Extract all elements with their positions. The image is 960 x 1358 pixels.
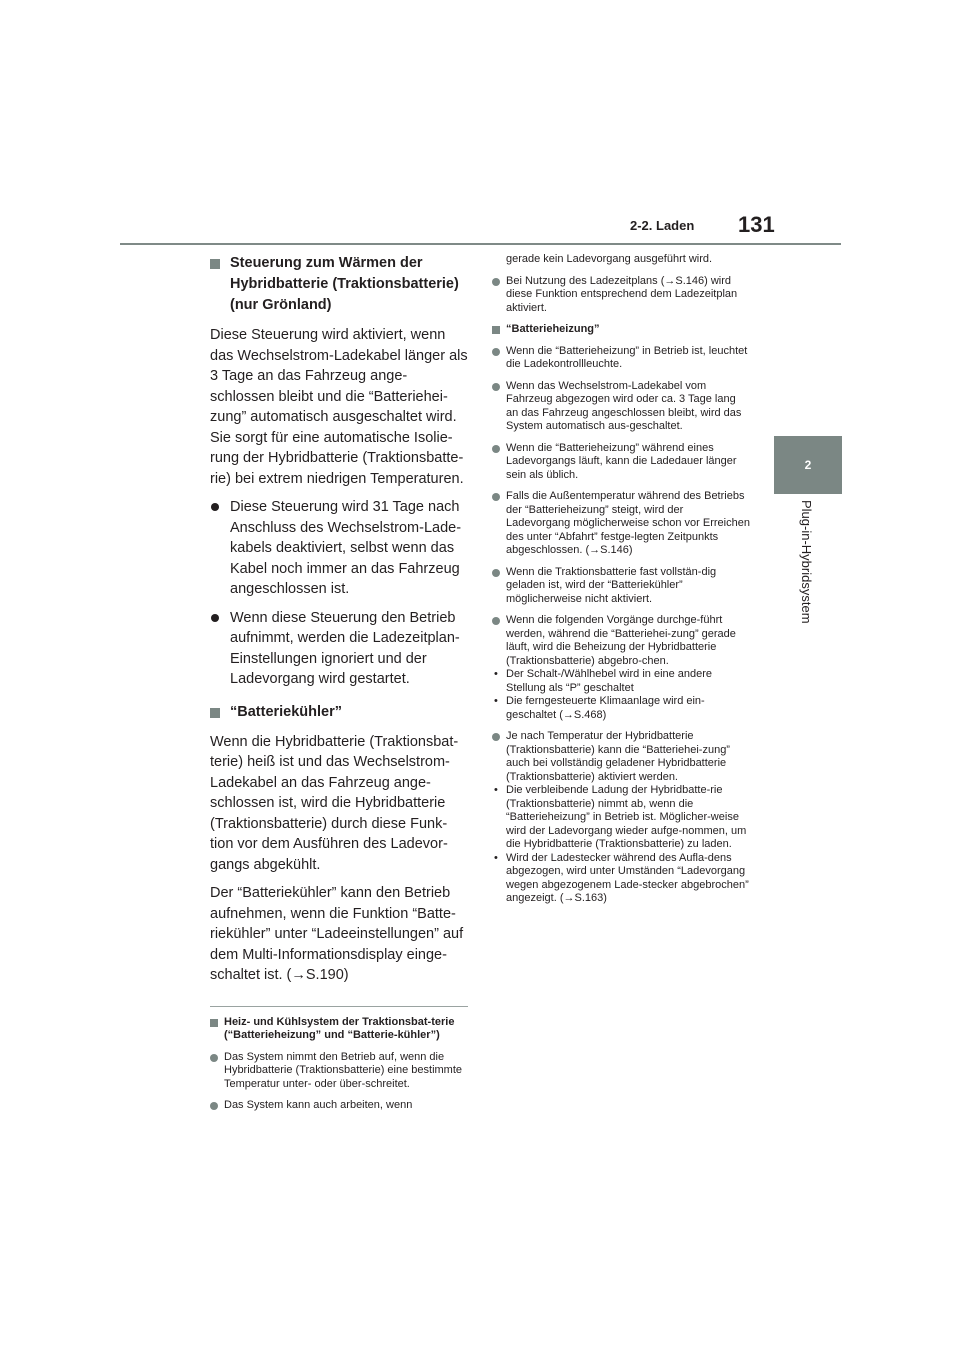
square-bullet-icon [210,259,220,269]
sub-item [492,668,750,695]
note-text: Bei Nutzung des Ladezeitplans (→S.146) wird diese Funktion entsprechend dem Ladezeitplan aktiviert. [506,274,738,314]
note-text: Das System kann auch arbeiten, wenn [224,1099,413,1111]
note-text: Je nach Temperatur der Hybridbatterie (Traktionsbatterie) kann die “Batteriehei-zung” auch bei vollständig geladener Hybridbatterie (Traktionsbatterie) aktiviert werden. [506,730,730,783]
note-text: Wenn das Wechselstrom-Ladekabel vom Fahrzeug abgezogen wird oder ca. 3 Tage lang an das Fahrzeug angeschlossen bleibt, wird das System automatisch aus-geschaltet. [506,379,742,432]
note-text: Wenn die Traktionsbatterie fast vollstän-dig geladen ist, wird der “Batteriekühler” möglicherweise nicht aktiviert. [506,565,717,605]
paragraph: Der “Batteriekühler” kann den Betrieb aufnehmen, wenn die Funktion “Batte-riekühler” unter “Ladeeinstellungen” auf dem Multi-Informationsdisplay einge-schaltet ist. (→S.190) [210,885,464,983]
note-heading [210,1016,468,1043]
note-item [210,1099,468,1113]
small-bullet-icon: • [494,668,498,680]
note-item [492,566,750,607]
bullet-text: Wenn diese Steuerung den Betrieb aufnimmt, werden die Ladezeitplan-Einstellungen ignoriert und der Ladevorgang wird gestartet. [230,609,460,687]
note-item [492,442,750,483]
note-item [492,614,750,668]
sub-list [492,668,750,722]
bullet-item [210,608,468,690]
sub-item-text: Die verbleibende Ladung der Hybridbatte-rie (Traktionsbatterie) nimmt ab, wenn die “Batterieheizung” in Betrieb ist. Möglicher-weise wird der Ladevorgang wieder aufge-nommen, um die Hybridbatterie (Traktionsbatterie) zu laden. [506,784,747,850]
sub-list [492,784,750,906]
note-heading [492,323,750,337]
sub-item-text: Die ferngesteuerte Klimaanlage wird ein-geschaltet (→S.468) [506,695,705,721]
small-bullet-icon: • [494,851,498,864]
bullet-text: Diese Steuerung wird 31 Tage nach Anschluss des Wechselstrom-Lade-kabels deaktiviert, selbst wenn das Kabel noch immer an das Fahrzeug angeschlossen ist. [230,499,462,597]
bullet-dot-icon [492,569,500,577]
left-column [210,253,468,1121]
bullet-dot-icon [492,278,500,286]
small-bullet-icon: • [494,784,498,796]
note-item [492,730,750,784]
header-divider [120,243,841,245]
page-number: 131 [738,212,775,237]
note-text: Wenn die folgenden Vorgänge durchge-führt werden, während die “Batteriehei-zung” gerade läuft, wird die Beheizung der Hybridbatterie (Traktionsbatterie) abgebro-chen. [506,614,736,667]
square-bullet-icon [210,1019,218,1027]
note-text: Falls die Außentemperatur während des Betriebs der “Batterieheizung” steigt, wird der Ladevorgang möglicherweise schon vor Erreichen des unter “Abfahrt” festge-legten Zeitpunkts abgeschlossen. (→S.146) [506,490,750,556]
chapter-tab-number: 2 [804,458,812,472]
bullet-dot-icon [492,493,500,501]
paragraph: Diese Steuerung wird aktiviert, wenn das Wechselstrom-Ladekabel länger als 3 Tage an das Fahrzeug ange-schlossen bleibt und die “Batteriehei-zung” automatisch ausgeschaltet wird. Sie sorgt für eine automatische Isolie-rung der Hybridbatterie (Traktionsbatte-rie) bei extrem niedrigen Temperaturen. [210,327,468,487]
note-item [210,1051,468,1092]
sub-item [492,695,750,722]
sub-item [492,784,750,852]
note-item [492,345,750,372]
bullet-dot-icon [211,503,219,511]
note-divider [210,1006,468,1007]
bullet-dot-icon [210,1054,218,1062]
sub-item-text: Wird der Ladestecker während des Aufla-dens abgezogen, wird unter Umständen “Ladevorgang wegen abgezogenem Lade-stecker abgebrochen” angezeigt. (→S.163) [506,851,749,904]
bullet-dot-icon [492,383,500,391]
bullet-dot-icon [492,445,500,453]
note-item [492,275,750,316]
paragraph: Wenn die Hybridbatterie (Traktionsbat-terie) heiß ist und das Wechselstrom-Ladekabel an das Fahrzeug ange-schlossen ist, wird die Hybridbatterie (Traktionsbatterie) durch diese Funk-tion vor dem Ausführen des Ladevor-gangs abgekühlt. [210,733,459,873]
note-text: Wenn die “Batterieheizung” in Betrieb ist, leuchtet die Ladekontrollleuchte. [506,344,748,370]
bullet-dot-icon [210,1102,218,1110]
bullet-item [210,497,468,600]
chapter-tab-label: Plug-in-Hybridsystem [799,500,814,624]
bullet-dot-icon [211,614,219,622]
bullet-dot-icon [492,733,500,741]
right-column [492,253,750,914]
sub-item-text: Der Schalt-/Wählhebel wird in eine andere Stellung als “P” geschaltet [506,668,713,694]
note-heading-text: Heiz- und Kühlsystem der Traktionsbat-terie (“Batterieheizung” und “Batterie-kühler”) [224,1015,455,1041]
section-heading [210,702,468,723]
bullet-dot-icon [492,617,500,625]
small-bullet-icon: • [494,695,498,707]
section-heading-text: Steuerung zum Wärmen der Hybridbatterie (Traktionsbatterie) (nur Grönland) [230,255,459,313]
square-bullet-icon [210,708,220,718]
sub-item [492,852,750,906]
square-bullet-icon [492,326,500,334]
note-text: Das System nimmt den Betrieb auf, wenn die Hybridbatterie (Traktionsbatterie) eine bestimmte Temperatur unter- oder über-schreitet. [224,1050,463,1090]
note-text: Wenn die “Batterieheizung” während eines Ladevorgangs läuft, kann die Ladedauer länger sein als üblich. [506,441,737,481]
note-item [492,490,750,558]
note-heading-text: “Batterieheizung” [506,323,600,335]
section-title: 2-2. Laden [630,218,695,233]
note-item [492,380,750,434]
section-heading-text: “Batteriekühler” [230,703,343,720]
note-continuation: gerade kein Ladevorgang ausgeführt wird. [506,253,713,265]
section-heading [210,253,468,316]
bullet-dot-icon [492,348,500,356]
